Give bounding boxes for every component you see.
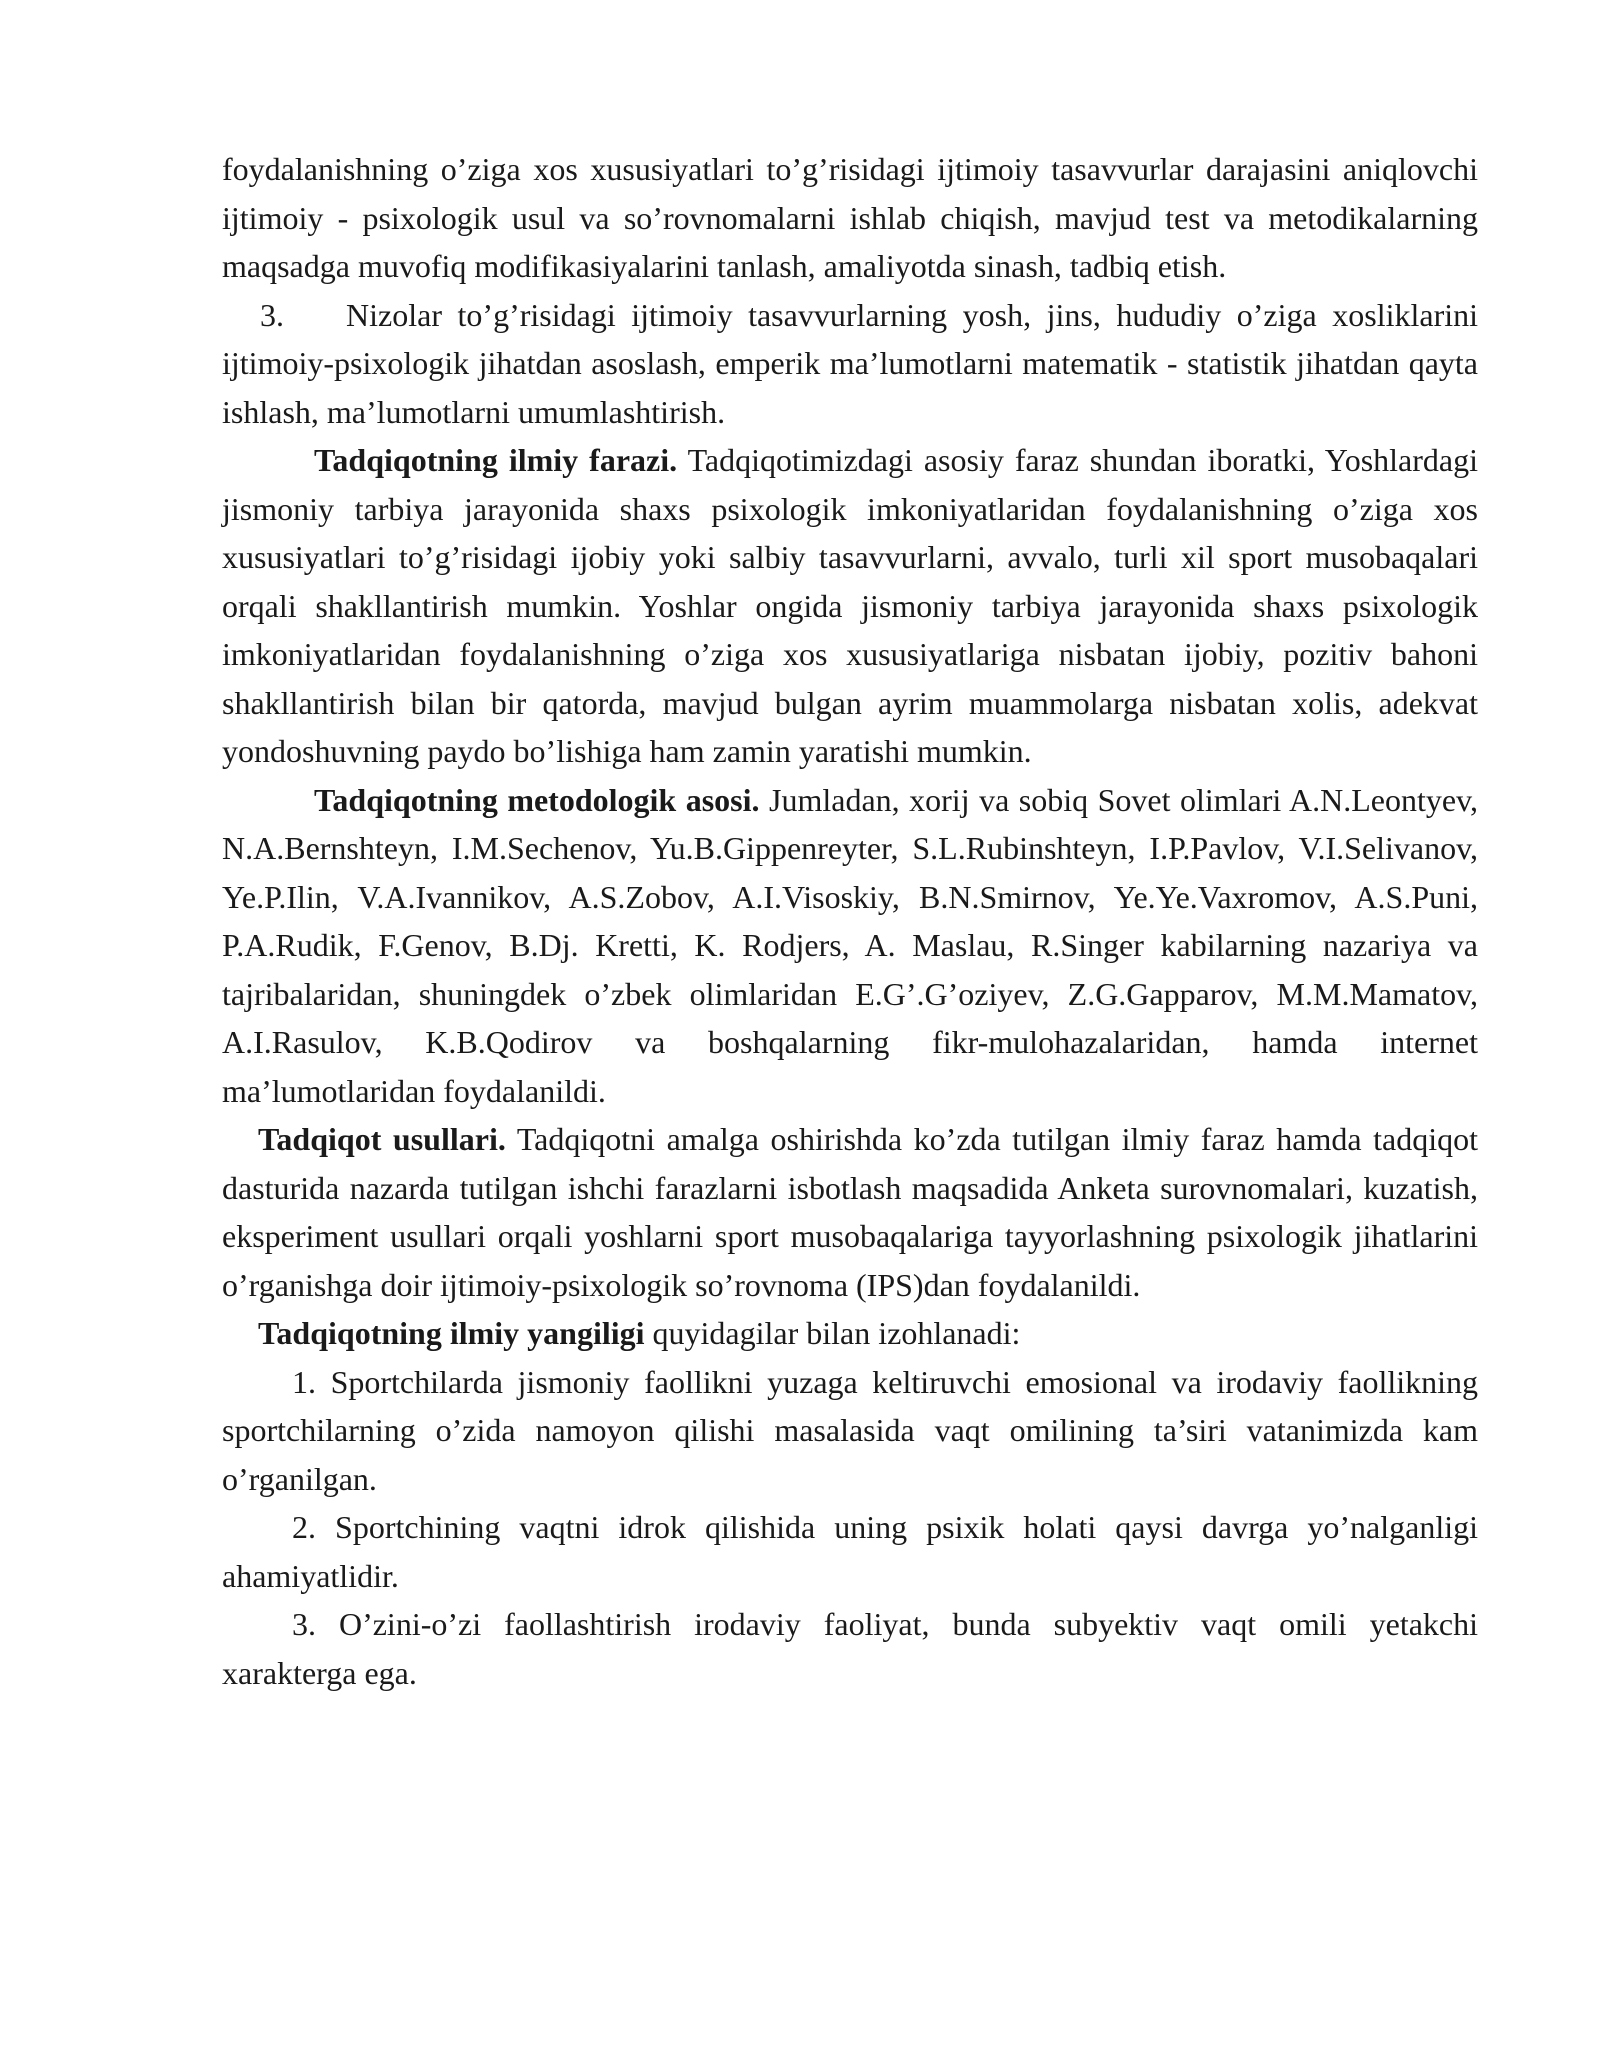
document-page [222, 145, 1486, 1697]
paragraph-hypothesis [222, 436, 1478, 776]
section-heading: Tadqiqotning ilmiy farazi. [314, 442, 678, 478]
paragraph-text: Tadqiqotimizdagi asosiy faraz shundan iboratki, Yoshlardagi jismoniy tarbiya jarayonida shaxs psixologik imkoniyatlaridan foydalanishning o’ziga xos xususiyatlari to’g’risidagi ijobiy yoki salbiy tasavvurlarni, avvalo, turli xil sport musobaqalari orqali shakllantirish mumkin. Yoshlar ongida jismoniy tarbiya jarayonida shaxs psixologik imkoniyatlaridan foydalanishning o’ziga xos xususiyatlariga nisbatan ijobiy, pozitiv bahoni shakllantirish bilan bir qatorda, mavjud bulgan ayrim muammolarga nisbatan xolis, adekvat yondoshuvning paydo bo’lishiga ham zamin yaratishi mumkin. [222, 442, 1479, 769]
list-item-text: 1. Sportchilarda jismoniy faollikni yuzaga keltiruvchi emosional va irodaviy faollikning sportchilarning o’zida namoyon qilishi masalasida vaqt omilining ta’siri vatanimizda kam o’rganilgan. [222, 1363, 1478, 1497]
list-item-text: 3. O’zini-o’zi faollashtirish irodaviy faoliyat, bunda subyektiv vaqt omili yetakchi xarakterga ega. [222, 1606, 1478, 1691]
paragraph-novelty [222, 1309, 1478, 1358]
paragraph-text: 3. Nizolar to’g’risidagi ijtimoiy tasavvurlarning yosh, jins, hududiy o’ziga xosliklarini ijtimoiy-psixologik jihatdan asoslash, emperik ma’lumotlarni matematik - statistik jihatdan qayta ishlash, ma’lumotlarni umumlashtirish. [222, 296, 1486, 430]
paragraph-methods [222, 1115, 1478, 1309]
list-item [222, 1600, 1478, 1697]
list-item [222, 1358, 1478, 1504]
paragraph-text: quyidagilar bilan izohlanadi: [644, 1315, 1021, 1351]
list-item-text: 2. Sportchining vaqtni idrok qilishida uning psixik holati qaysi davrga yo’nalganligi ahamiyatlidir. [222, 1509, 1478, 1594]
list-item [222, 1503, 1478, 1600]
paragraph-methodology [222, 776, 1478, 1116]
paragraph-text: foydalanishning o’ziga xos xususiyatlari to’g’risidagi ijtimoiy tasavvurlar darajasini aniqlovchi ijtimoiy - psixologik usul va so’rovnomalarni ishlab chiqish, mavjud test va metodikalarning maqsadga muvofiq modifikasiyalarini tanlash, amaliyotda sinash, tadbiq etish. [222, 151, 1478, 284]
paragraph-continuation [222, 145, 1478, 291]
paragraph-text: Tadqiqotni amalga oshirishda ko’zda tutilgan ilmiy faraz hamda tadqiqot dasturida nazarda tutilgan ishchi farazlarni isbotlash maqsadida Anketa surovnomalari, kuzatish, eksperiment usullari orqali yoshlarni sport musobaqalariga tayyorlashning psixologik jihatlarini o’rganishga doir ijtimoiy-psixologik so’rovnoma (IPS)dan foydalanildi. [222, 1121, 1479, 1303]
section-heading: Tadqiqotning metodologik asosi. [314, 781, 760, 818]
section-heading: Tadqiqotning ilmiy yangiligi [258, 1315, 645, 1351]
paragraph-text: Jumladan, xorij va sobiq Sovet olimlari A.N.Leontyev, N.A.Bernshteyn, I.M.Sechenov, Yu.B.Gippenreyter, S.L.Rubinshteyn, I.P.Pavlov, V.I.Selivanov, Ye.P.Ilin, V.A.Ivannikov, A.S.Zobov, A.I.Visoskiy, B.N.Smirnov, Ye.Ye.Vaxromov, A.S.Puni, P.A.Rudik, F.Genov, B.Dj. Kretti, K. Rodjers, A. Maslau, R.Singer kabilarning nazariya va tajribalaridan, shuningdek o’zbek olimlaridan E.G’.G’oziyev, Z.G.Gapparov, M.M.Mamatov, A.I.Rasulov, K.B.Qodirov va boshqalarning fikr-mulohazalaridan, hamda internet ma’lumotlaridan foydalanildi. [222, 781, 1479, 1109]
paragraph-numbered-3 [222, 291, 1486, 437]
section-heading: Tadqiqot usullari. [258, 1121, 506, 1157]
